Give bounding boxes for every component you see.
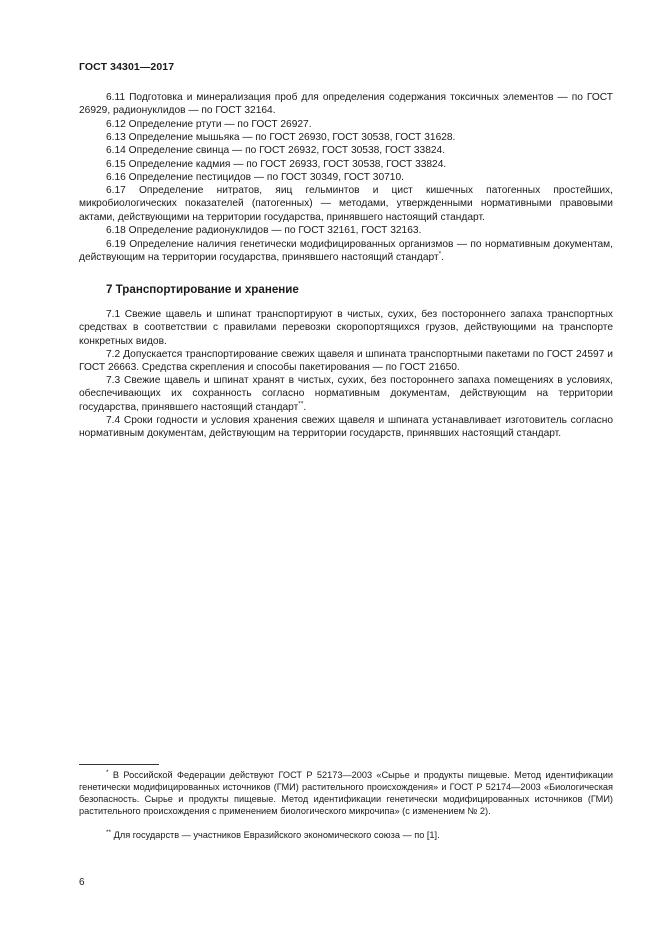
footnote-ref-1[interactable]: * [438, 250, 442, 258]
paragraph-6-15: 6.15 Определение кадмия — по ГОСТ 26933, ГОСТ 30538, ГОСТ 33824. [106, 159, 447, 170]
footnote-ref-2[interactable]: ** [298, 400, 304, 408]
section-7-title: 7 Транспортирование и хранение [106, 283, 299, 296]
paragraph-6-17: 6.17 Определение нитратов, яиц гельминтов и цист кишечных патогенных простейших, микробиологических показателей (патогенных) — методами, утвержденными нормативными правовыми актами, действующими на территории государства, принявшего настоящий стандарт. [79, 185, 613, 223]
paragraph-6-11: 6.11 Подготовка и минерализация проб для определения содержания токсичных элементов — по ГОСТ 26929, радионуклидов — по ГОСТ 32164. [79, 92, 613, 117]
paragraph-7-2: 7.2 Допускается транспортирование свежих щавеля и шпината транспортными пакетами по ГОСТ 24597 и ГОСТ 26663. Средства скрепления и способы пакетирования — по ГОСТ 21650. [79, 349, 613, 374]
paragraph-6-12: 6.12 Определение ртути — по ГОСТ 26927. [106, 119, 312, 130]
paragraph-7-3 [79, 374, 613, 414]
page-number: 6 [79, 877, 85, 888]
paragraph-7-3-end: . [303, 401, 307, 413]
footnote-2-text: Для государств — участников Евразийского экономического союза — по [1]. [111, 830, 440, 840]
footnote-divider [79, 764, 159, 765]
footnote-1-mark: * [106, 768, 109, 776]
paragraph-7-3-text: 7.3 Свежие щавель и шпинат хранят в чистых, сухих, без постороннего запаха помещениях в условиях, обеспечивающих их сохранность согласно нормативным документам, действующим на территории государства, принявшего настоящий стандарт [79, 375, 613, 413]
footnote-1 [79, 769, 613, 817]
footnote-2-mark: ** [106, 828, 112, 836]
paragraph-6-19 [79, 238, 613, 265]
footnote-1-text: В Российской Федерации действуют ГОСТ Р 52173—2003 «Сырье и продукты пищевые. Метод идентификации генетически модифицированных источников (ГМИ) растительного происхождения» и ГОСТ Р 52174—2003 «Биологическая безопасность. Сырье и продукты пищевые. Метод идентификации генетически модифицированных источников (ГМИ) растительного происхождения с применением биологического микрочипа» (с изменением № 2). [79, 770, 613, 816]
paragraph-6-13: 6.13 Определение мышьяка — по ГОСТ 26930, ГОСТ 30538, ГОСТ 31628. [106, 132, 456, 143]
footnote-2 [79, 829, 613, 841]
paragraph-6-18: 6.18 Определение радионуклидов — по ГОСТ 32161, ГОСТ 32163. [106, 225, 422, 236]
paragraph-6-16: 6.16 Определение пестицидов — по ГОСТ 30349, ГОСТ 30710. [106, 172, 404, 183]
paragraph-6-19-end: . [441, 252, 445, 264]
paragraph-7-4: 7.4 Сроки годности и условия хранения свежих щавеля и шпината устанавливает изготовитель согласно нормативным документам, действующим на территории государств, принявших настоящий стандарт. [79, 415, 613, 440]
document-code-header: ГОСТ 34301—2017 [79, 61, 175, 73]
paragraph-6-19-text: 6.19 Определение наличия генетически модифицированных организмов — по нормативным документам, действующим на территории государства, принявшего настоящий стандарт [79, 239, 613, 264]
paragraph-7-1: 7.1 Свежие щавель и шпинат транспортируют в чистых, сухих, без постороннего запаха транспортных средствах в соответствии с правилами перевозки скоропортящихся грузов, действующими на транспорте конкретных видов. [79, 309, 613, 347]
paragraph-6-14: 6.14 Определение свинца — по ГОСТ 26932, ГОСТ 30538, ГОСТ 33824. [106, 145, 446, 156]
